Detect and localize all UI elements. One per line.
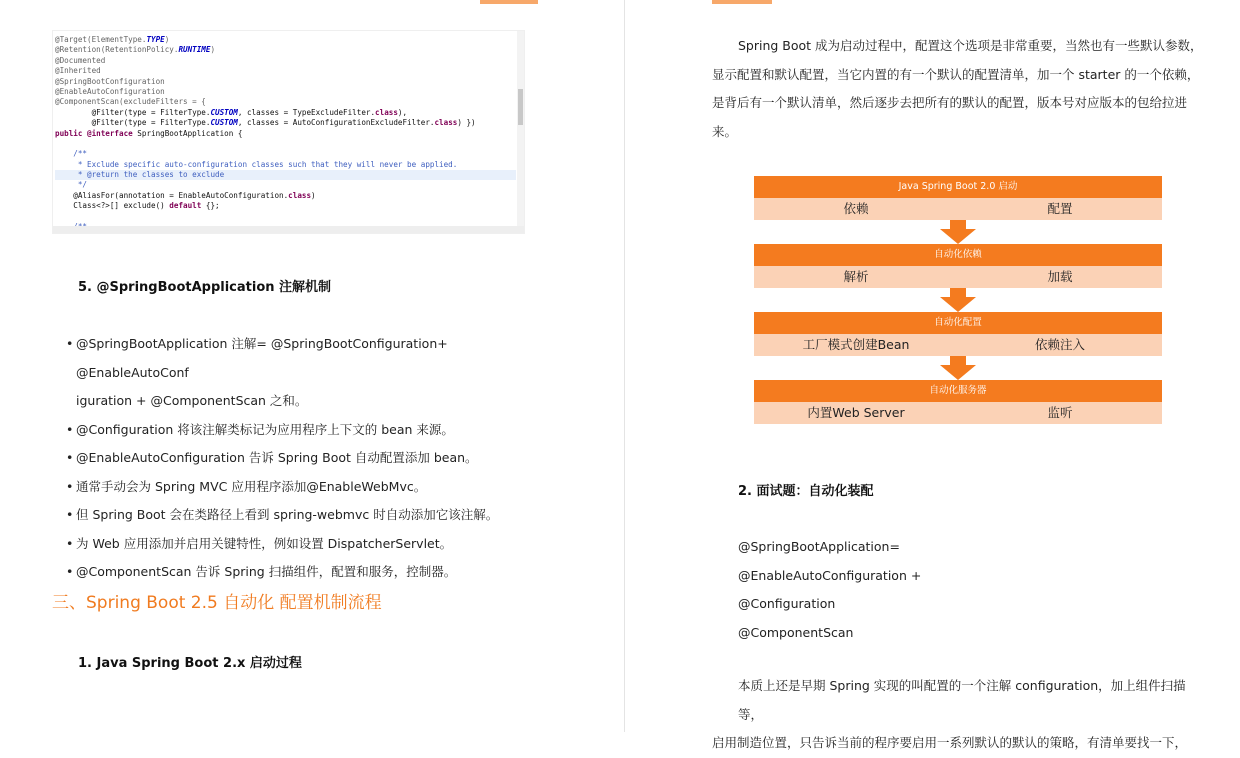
flow-item-right: 加载	[1047, 269, 1073, 284]
flow-item-right: 配置	[1047, 201, 1073, 216]
flow-stage-header: 自动化服务器	[754, 380, 1162, 402]
code-token: * @return the classes to exclude	[55, 170, 225, 180]
code-token: RUNTIME	[178, 45, 211, 55]
code-token: SpringBootApplication {	[132, 128, 243, 138]
code-token: @Retention(RetentionPolicy.	[55, 45, 179, 55]
code-token: @ComponentScan(excludeFilters = {	[55, 97, 206, 107]
bullet-item	[66, 330, 546, 416]
formula-line: @ComponentScan	[738, 624, 854, 640]
code-token: */	[55, 180, 88, 190]
bullet-item	[66, 558, 546, 587]
code-token: @Filter(type = FilterType.	[55, 118, 211, 128]
code-token: Class<?>[] exclude()	[55, 201, 170, 211]
code-vertical-scrollbar[interactable]	[517, 31, 524, 227]
code-token: class	[375, 107, 398, 117]
flow-stage-header: 自动化依赖	[754, 244, 1162, 266]
flow-item-right: 依赖注入	[1034, 337, 1085, 352]
code-line	[55, 56, 516, 66]
code-token: @Filter(type = FilterType.	[55, 107, 211, 117]
code-token: class	[434, 118, 458, 128]
code-token: CUSTOM	[210, 118, 238, 128]
section-2-heading: 2. 面试题：自动化装配	[738, 484, 874, 499]
flow-stage-header: Java Spring Boot 2.0 启动	[754, 176, 1162, 198]
code-token: * Exclude specific auto-configuration classes such that they will never be applied.	[55, 159, 458, 169]
code-line	[55, 35, 516, 45]
code-line	[55, 118, 516, 128]
code-token: CUSTOM	[210, 107, 238, 117]
bullet-text: • @Configuration 将该注解类标记为应用程序上下文的 bean 来源。	[76, 421, 454, 437]
code-line	[55, 66, 516, 76]
flow-item-left: 工厂模式创建Bean	[802, 337, 910, 352]
code-line	[55, 45, 516, 55]
flow-stage-row	[754, 334, 1162, 356]
bullet-list	[66, 330, 546, 587]
code-token: @AliasFor(annotation = EnableAutoConfiguration.	[55, 190, 289, 200]
down-arrow-icon	[754, 288, 1162, 312]
code-token: @Documented	[55, 55, 106, 65]
formula-line: @EnableAutoConfiguration +	[738, 567, 922, 583]
startup-flow-diagram	[754, 176, 1162, 424]
bullet-text: iguration + @ComponentScan 之和。	[76, 393, 308, 408]
code-token: TYPE	[146, 35, 165, 44]
code-line	[55, 97, 516, 107]
flow-item-right: 监听	[1047, 405, 1073, 420]
flow-stage-header: 自动化配置	[754, 312, 1162, 334]
right-page	[628, 0, 1240, 750]
bullet-text: • 为 Web 应用添加并启用关键特性，例如设置 DispatcherServlet。	[76, 535, 453, 551]
flow-stage-row	[754, 198, 1162, 220]
code-token: @Target(ElementType.	[55, 35, 147, 44]
code-line	[55, 212, 516, 222]
code-line	[55, 139, 516, 149]
down-arrow-icon	[754, 356, 1162, 380]
flow-stage-2	[754, 244, 1162, 288]
intro-paragraph	[712, 32, 1204, 146]
paragraph-line: 启用制造位置，只告诉当前的程序要启用一系列默认的默认的策略，有清单要找一下，	[712, 735, 1188, 750]
flow-item-left: 解析	[843, 269, 869, 284]
code-line	[55, 180, 516, 190]
page-top-tab	[712, 0, 772, 4]
page-top-tab	[480, 0, 538, 4]
code-line	[55, 77, 516, 87]
bullet-text: • @SpringBootApplication 注解= @SpringBootConfiguration+ @EnableAutoConf	[76, 336, 448, 380]
down-arrow-icon	[754, 220, 1162, 244]
bullet-item	[66, 473, 546, 502]
code-token: @EnableAutoConfiguration	[55, 86, 165, 96]
code-token: )	[210, 45, 216, 55]
paragraph-line: 显示配置和默认配置，当它内置的有一个默认的配置清单，加一个 starter 的一个依赖，	[712, 66, 1200, 82]
code-token: )	[164, 35, 170, 44]
code-token: , classes = AutoConfigurationExcludeFilter.	[237, 118, 435, 128]
bullet-text: • 通常手动会为 Spring MVC 应用程序添加@EnableWebMvc。	[76, 478, 427, 494]
code-token: class	[288, 190, 312, 200]
code-line	[55, 108, 516, 118]
code-line	[55, 87, 516, 97]
code-line	[55, 129, 516, 139]
paragraph-line: 来。	[712, 123, 738, 139]
section-5-heading: 5. @SpringBootApplication 注解机制	[78, 280, 332, 295]
flow-stage-row	[754, 266, 1162, 288]
code-horizontal-scrollbar[interactable]	[53, 226, 524, 233]
bullet-text: • @ComponentScan 告诉 Spring 扫描组件，配置和服务，控制器。	[76, 564, 457, 579]
page-divider	[624, 0, 625, 732]
code-line	[55, 191, 516, 201]
code-token: @SpringBootConfiguration	[55, 76, 165, 86]
bullet-item	[66, 444, 546, 473]
code-token: {};	[201, 201, 220, 211]
bullet-item	[66, 530, 546, 559]
flow-item-left: 内置Web Server	[807, 405, 905, 420]
bullet-text: • 但 Spring Boot 会在类路径上看到 spring-webmvc 时自动添加它该注解。	[76, 507, 499, 522]
flow-stage-3	[754, 312, 1162, 356]
flow-stage-1	[754, 176, 1162, 220]
code-line	[55, 201, 516, 211]
flow-stage-row	[754, 402, 1162, 424]
flow-stage-4	[754, 380, 1162, 424]
code-line	[55, 170, 516, 180]
paragraph-line: 是背后有一个默认清单，然后逐步去把所有的默认的配置，版本号对应版本的包给拉进	[712, 95, 1188, 110]
section-1-heading: 1. Java Spring Boot 2.x 启动过程	[78, 656, 302, 671]
code-token: @Inherited	[55, 66, 101, 76]
bullet-item	[66, 501, 546, 530]
formula-line: @Configuration	[738, 596, 836, 611]
paragraph-line: 本质上还是早期 Spring 实现的叫配置的一个注解 configuration，加上组件扫描等，	[738, 678, 1186, 722]
bullet-text: • @EnableAutoConfiguration 告诉 Spring Boot 自动配置添加 bean。	[76, 450, 478, 465]
annotation-formula	[738, 533, 921, 647]
code-token: default	[169, 201, 202, 211]
formula-line: @SpringBootApplication=	[738, 539, 900, 554]
chapter-3-heading: 三、Spring Boot 2.5 自动化 配置机制流程	[52, 593, 382, 613]
bullet-item	[66, 416, 546, 445]
code-token: )	[311, 190, 316, 200]
code-block	[55, 35, 516, 232]
flow-item-left: 依赖	[843, 201, 869, 216]
closing-paragraph	[712, 672, 1204, 758]
paragraph-line: Spring Boot 成为启动过程中，配置这个选项是非常重要，当然也有一些默认参数，	[738, 38, 1203, 53]
code-scroll-thumb[interactable]	[518, 89, 523, 125]
code-token: /**	[55, 149, 88, 159]
code-line	[55, 149, 516, 159]
code-line	[55, 160, 516, 170]
code-token: ) })	[457, 118, 476, 128]
code-token: , classes = TypeExcludeFilter.	[237, 107, 376, 117]
code-token: ),	[397, 107, 408, 117]
code-token: public @interface	[55, 128, 133, 138]
code-screenshot	[52, 30, 525, 234]
left-page	[0, 0, 622, 732]
